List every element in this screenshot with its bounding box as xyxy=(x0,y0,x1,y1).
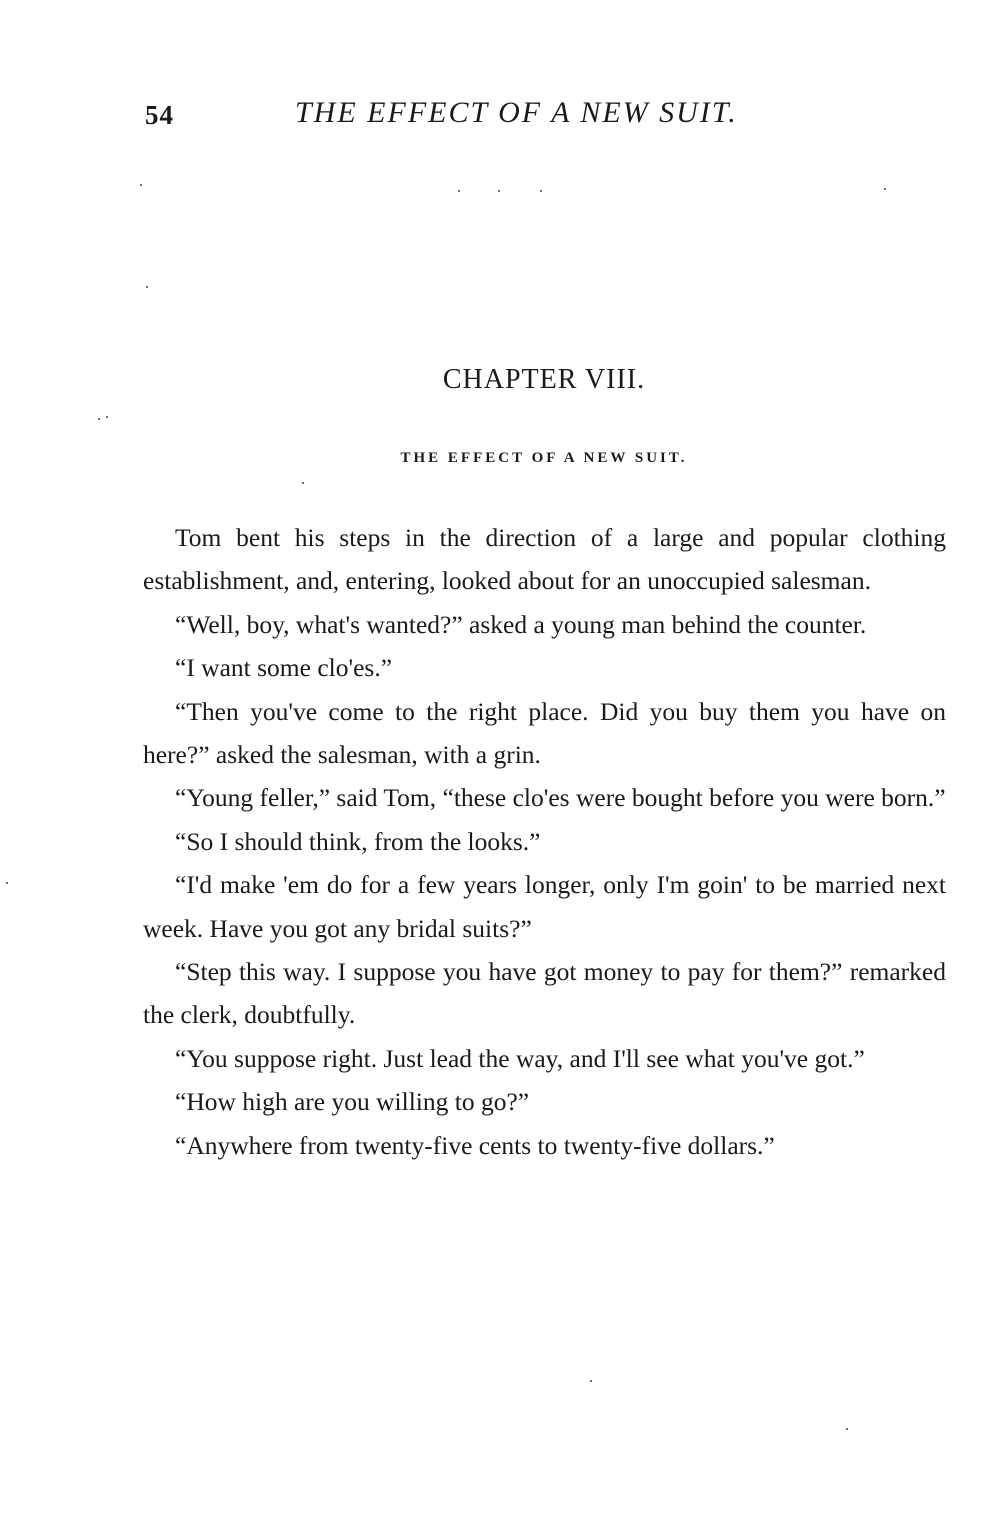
paragraph: “I'd make 'em do for a few years longer, only I'm goin' to be married next week. Have you got any bridal suits?” xyxy=(143,870,946,943)
paragraph: “So I should think, from the looks.” xyxy=(175,826,541,856)
running-head xyxy=(145,96,945,136)
chapter-subtitle: THE EFFECT OF A NEW SUIT. xyxy=(400,450,688,466)
paragraph: “Young feller,” said Tom, “these clo'es were bought before you were born.” xyxy=(175,783,946,813)
paragraph: Tom bent his steps in the direction of a large and popular clothing establishment, and, entering, looked about for an unoccupied salesman. xyxy=(143,523,946,596)
scan-speck xyxy=(302,482,304,484)
chapter-heading: CHAPTER VIII. xyxy=(442,364,646,395)
scan-speck xyxy=(106,416,108,418)
running-title: THE EFFECT OF A NEW SUIT. xyxy=(295,96,738,129)
paragraph: “I want some clo'es.” xyxy=(175,653,393,683)
page-number: 54 xyxy=(145,100,174,130)
scan-speck xyxy=(884,188,886,190)
paragraph: “Step this way. I suppose you have got money to pay for them?” remarked the clerk, doubtfully. xyxy=(143,957,946,1030)
scan-speck xyxy=(140,184,142,186)
paragraph: “Then you've come to the right place. Did you buy them you have on here?” asked the salesman, with a grin. xyxy=(143,696,946,770)
scan-speck xyxy=(540,190,542,192)
scan-speck xyxy=(590,1380,592,1382)
paragraph: “How high are you willing to go?” xyxy=(175,1087,530,1117)
body-text xyxy=(143,516,946,1167)
paragraph: “Anywhere from twenty-five cents to twenty-five dollars.” xyxy=(175,1130,775,1160)
scan-speck xyxy=(146,286,148,288)
scan-speck xyxy=(498,190,500,192)
scan-speck xyxy=(458,190,460,192)
scan-speck xyxy=(98,418,100,420)
scan-speck xyxy=(6,882,8,884)
paragraph: “Well, boy, what's wanted?” asked a young man behind the counter. xyxy=(175,609,867,639)
scan-speck xyxy=(846,1428,848,1430)
paragraph: “You suppose right. Just lead the way, and I'll see what you've got.” xyxy=(175,1043,865,1073)
